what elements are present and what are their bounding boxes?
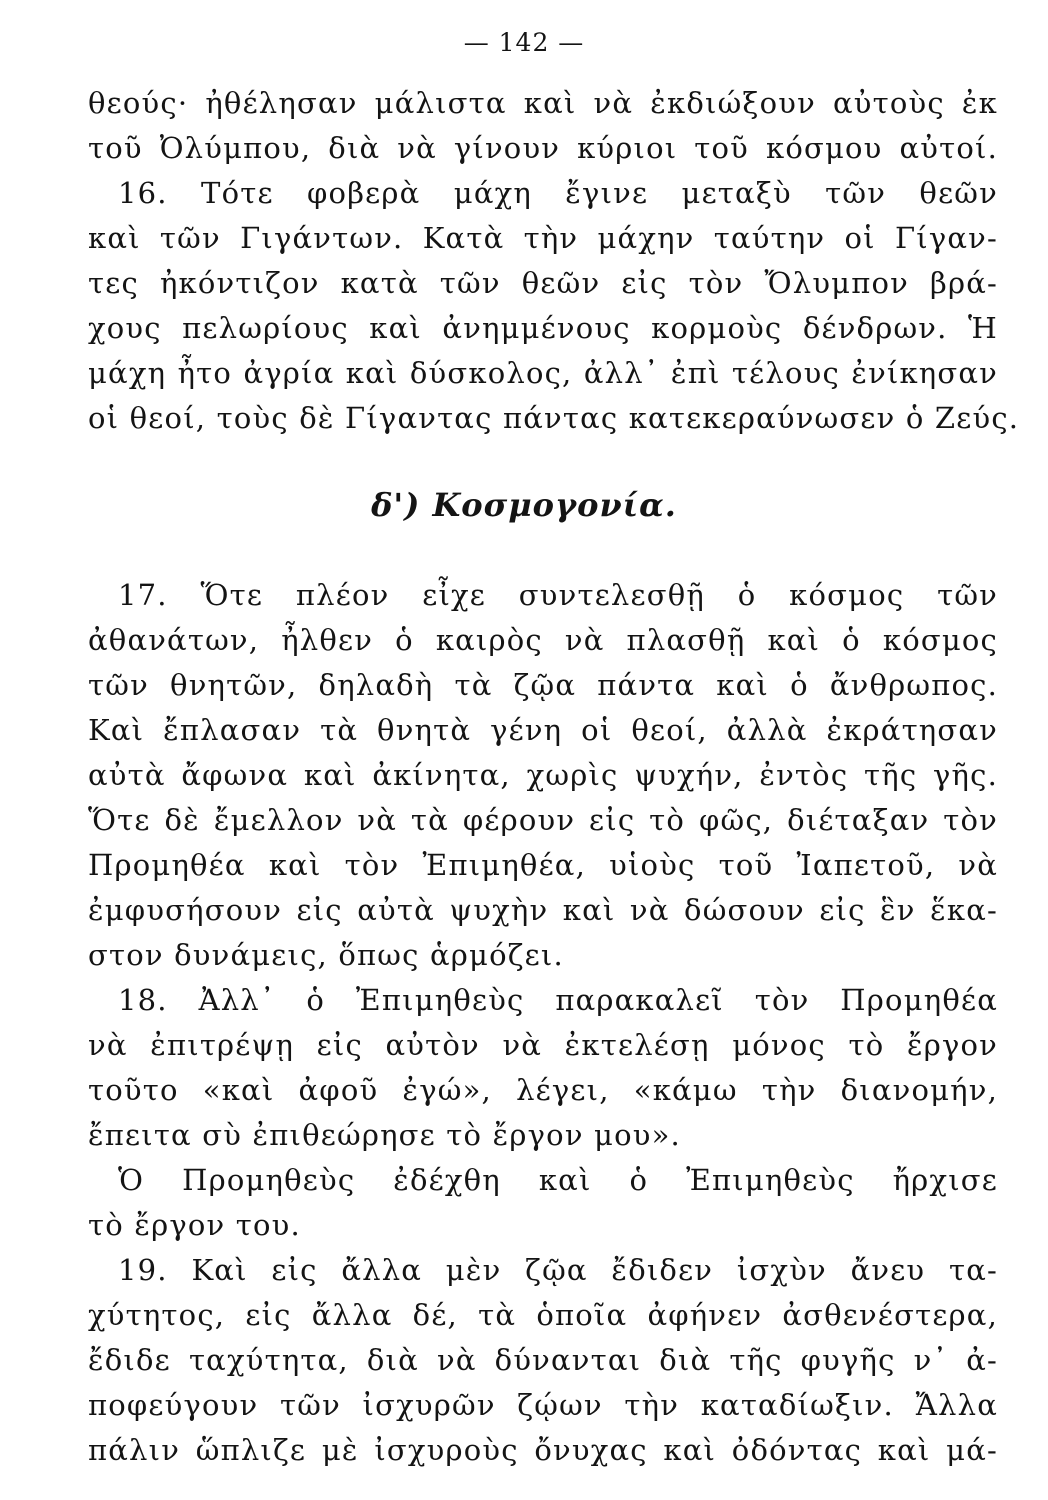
text-line: ἔδιδε ταχύτητα, διὰ νὰ δύνανται διὰ τῆς φυγῆς ν᾿ ἀ- [88, 1343, 998, 1377]
text-line: θεούς· ἠθέλησαν μάλιστα καὶ νὰ ἐκδιώξουν αὐτοὺς ἐκ [88, 86, 998, 120]
text-line: Καὶ ἔπλασαν τὰ θνητὰ γένη οἱ θεοί, ἀλλὰ ἐκράτησαν [88, 713, 998, 747]
text-line: τῶν θνητῶν, δηλαδὴ τὰ ζῷα πάντα καὶ ὁ ἄνθρωπος. [88, 668, 998, 702]
text-line: χύτητος, εἰς ἄλλα δέ, τὰ ὁποῖα ἀφήνεν ἀσθενέστερα, [88, 1298, 998, 1332]
paragraph-16-start: 16. Τότε φοβερὰ μάχη ἔγινε μεταξὺ τῶν θεῶν [118, 176, 998, 210]
text-line: καὶ τῶν Γιγάντων. Κατὰ τὴν μάχην ταύτην οἱ Γίγαν- [88, 221, 998, 255]
text-line: μάχη ἦτο ἀγρία καὶ δύσκολος, ἀλλ᾿ ἐπὶ τέλους ἐνίκησαν [88, 356, 998, 390]
text-line: τὸ ἔργον του. [88, 1208, 301, 1242]
text-line: οἱ θεοί, τοὺς δὲ Γίγαντας πάντας κατεκεραύνωσεν ὁ Ζεύς. [88, 401, 1020, 435]
text-line: Ὅτε δὲ ἔμελλον νὰ τὰ φέρουν εἰς τὸ φῶς, διέταξαν τὸν [88, 803, 998, 837]
text-line: ἔπειτα σὺ ἐπιθεώρησε τὸ ἔργον μου». [88, 1118, 681, 1152]
text-line: ἐμφυσήσουν εἰς αὐτὰ ψυχὴν καὶ νὰ δώσουν εἰς ἓν ἕκα- [88, 893, 998, 927]
text-line: τοῦτο «καὶ ἀφοῦ ἐγώ», λέγει, «κάμω τὴν διανομήν, [88, 1073, 998, 1107]
text-line: χους πελωρίους καὶ ἀνημμένους κορμοὺς δένδρων. Ἡ [88, 311, 998, 345]
text-line: νὰ ἐπιτρέψῃ εἰς αὐτὸν νὰ ἐκτελέσῃ μόνος τὸ ἔργον [88, 1028, 998, 1062]
paragraph-start: Ὁ Προμηθεὺς ἐδέχθη καὶ ὁ Ἐπιμηθεὺς ἤρχισε [118, 1163, 998, 1197]
text-line: ποφεύγουν τῶν ἰσχυρῶν ζῴων τὴν καταδίωξιν. Ἄλλα [88, 1388, 998, 1422]
text-line: αὐτὰ ἄφωνα καὶ ἀκίνητα, χωρὶς ψυχήν, ἐντὸς τῆς γῆς. [88, 758, 998, 792]
paragraph-19-start: 19. Καὶ εἰς ἄλλα μὲν ζῷα ἔδιδεν ἰσχὺν ἄνευ τα- [118, 1253, 998, 1287]
text-line: Προμηθέα καὶ τὸν Ἐπιμηθέα, υἱοὺς τοῦ Ἰαπετοῦ, νὰ [88, 848, 998, 882]
paragraph-18-start: 18. Ἀλλ᾿ ὁ Ἐπιμηθεὺς παρακαλεῖ τὸν Προμηθέα [118, 983, 998, 1017]
text-line: τες ἠκόντιζον κατὰ τῶν θεῶν εἰς τὸν Ὄλυμπον βρά- [88, 266, 998, 300]
page-number: — 142 — [463, 28, 585, 57]
paragraph-17-start: 17. Ὅτε πλέον εἶχε συντελεσθῇ ὁ κόσμος τῶν [118, 578, 998, 612]
text-line: στον δυνάμεις, ὅπως ἁρμόζει. [88, 938, 564, 972]
text-line: τοῦ Ὀλύμπου, διὰ νὰ γίνουν κύριοι τοῦ κόσμου αὐτοί. [88, 131, 998, 165]
section-heading: δ') Κοσμογονία. [371, 486, 677, 524]
text-line: ἀθανάτων, ἦλθεν ὁ καιρὸς νὰ πλασθῇ καὶ ὁ κόσμος [88, 623, 998, 657]
text-line: πάλιν ὥπλιζε μὲ ἰσχυροὺς ὄνυχας καὶ ὀδόντας καὶ μά- [88, 1433, 998, 1467]
